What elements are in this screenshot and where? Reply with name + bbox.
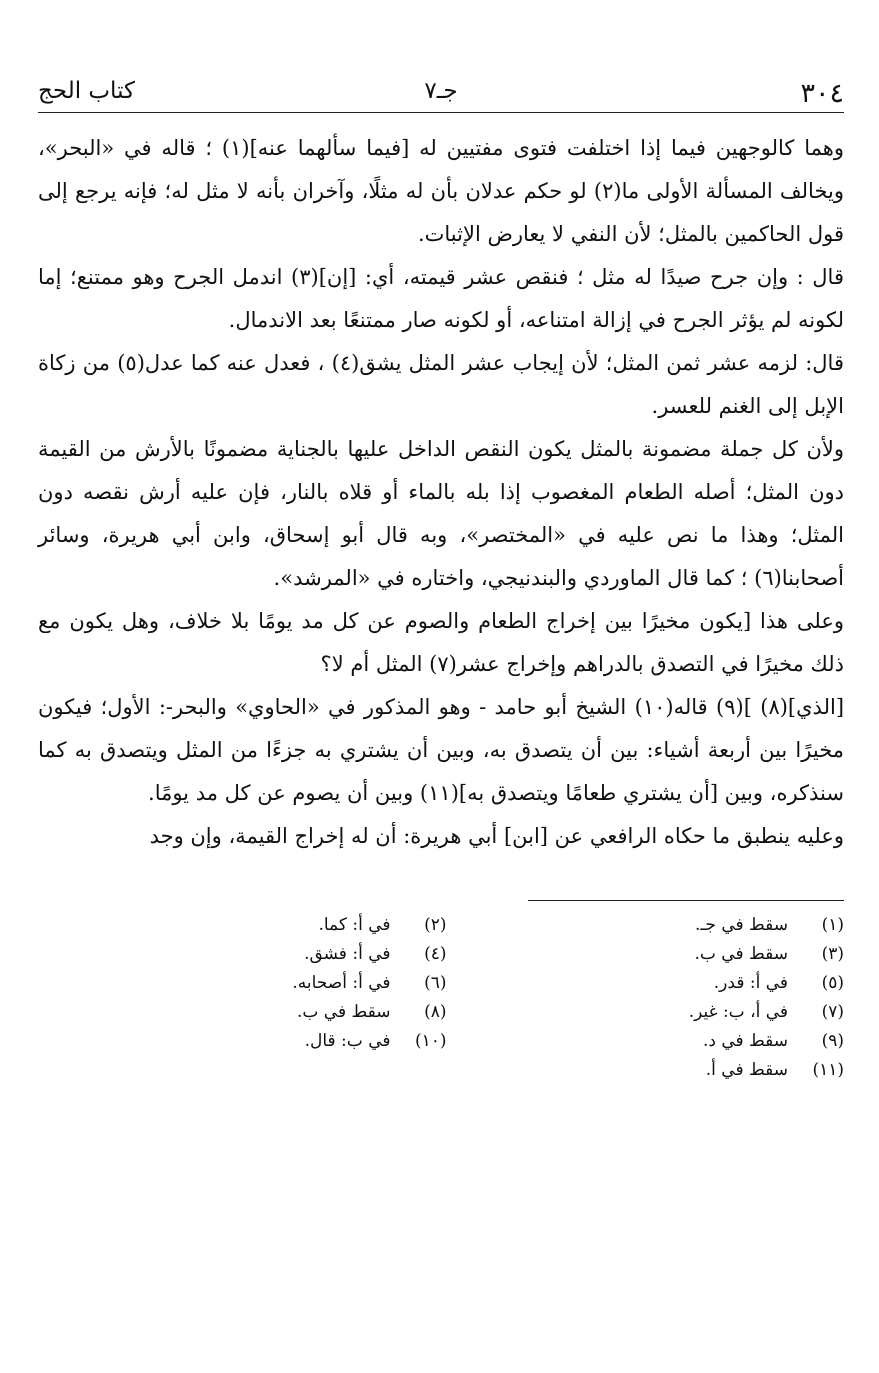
footnote-number: (٧)	[821, 1002, 844, 1022]
paragraph: قال: لزمه عشر ثمن المثل؛ لأن إيجاب عشر المثل يشق(٤) ، فعدل عنه كما عدل(٥) من زكاة الإبل إلى الغنم للعسر.	[38, 351, 844, 418]
paragraph: وهما كالوجهين فيما إذا اختلفت فتوى مفتيين له [فيما سألهما عنه](١) ؛ قاله في «البحر»، ويخالف المسألة الأولى ما(٢) لو حكم عدلان بأن له مثلًا، وآخران بأنه لا مثل له؛ فإنه يرجع إلى قول الحاكمين بالمثل؛ لأن النفي لا يعارض الإثبات.	[38, 136, 844, 246]
footnote	[487, 969, 845, 998]
page-number: ٣٠٤	[800, 78, 844, 109]
footnote	[89, 998, 447, 1027]
footnote-text: في أ: فشق.	[304, 944, 391, 964]
book-page	[38, 70, 844, 1350]
footnote	[89, 1027, 447, 1056]
footnote-number: (١٠)	[414, 1031, 447, 1051]
footnote	[487, 1056, 845, 1085]
footnote-text: في أ: قدر.	[713, 973, 788, 993]
footnote	[487, 940, 845, 969]
footnote	[89, 911, 447, 940]
footnote-number: (١)	[821, 915, 844, 935]
footnote	[487, 998, 845, 1027]
running-header	[38, 70, 844, 112]
header-rule	[38, 112, 844, 113]
footnote-number: (٩)	[821, 1031, 844, 1051]
footnote-text: سقط في ب.	[694, 944, 788, 964]
footnote-text: سقط في جـ.	[695, 915, 788, 935]
paragraph: قال : وإن جرح صيدًا له مثل ؛ فنقص عشر قيمته، أي: [إن](٣) اندمل الجرح وهو ممتنع؛ إما لكونه لم يؤثر الجرح في إزالة امتناعه، أو لكونه صار ممتنعًا بعد الاندمال.	[38, 265, 844, 332]
footnote	[487, 1027, 845, 1056]
footnote-text: سقط في ب.	[297, 1002, 391, 1022]
paragraph: وعلى هذا [يكون مخيرًا بين إخراج الطعام والصوم عن كل مد يومًا بلا خلاف، وهل يكون مع ذلك مخيرًا في التصدق بالدراهم وإخراج عشر(٧) المثل أم لا؟	[38, 609, 844, 676]
footnote-separator	[528, 900, 844, 901]
footnote-number: (٨)	[424, 1002, 447, 1022]
footnote-number: (١١)	[812, 1060, 844, 1080]
footnotes-left-column	[89, 911, 447, 1085]
footnote-number: (٦)	[424, 973, 447, 993]
footnote-text: في أ، ب: غير.	[688, 1002, 788, 1022]
footnote-text: سقط في أ.	[705, 1060, 788, 1080]
body-text	[38, 127, 844, 858]
footnote	[89, 969, 447, 998]
footnote-number: (٢)	[424, 915, 447, 935]
book-title: كتاب الحج	[38, 78, 135, 104]
footnotes-right-column	[487, 911, 845, 1085]
footnotes	[89, 911, 844, 1085]
paragraph: [الذي](٨) ](٩) قاله(١٠) الشيخ أبو حامد - وهو المذكور في «الحاوي» والبحر-: الأول؛ فيكون مخيرًا بين أربعة أشياء: بين أن يتصدق به، وبين أن يشتري به جزءًا من المثل ويتصدق به كما سنذكره، وبين [أن يشتري طعامًا ويتصدق به](١١) وبين أن يصوم عن كل مد يومًا.	[38, 695, 845, 805]
volume-label: جـ٧	[424, 78, 458, 104]
footnote-text: في أ: أصحابه.	[292, 973, 391, 993]
footnote	[487, 911, 845, 940]
footnote-number: (٣)	[821, 944, 844, 964]
paragraph: وعليه ينطبق ما حكاه الرافعي عن [ابن] أبي هريرة: أن له إخراج القيمة، وإن وجد	[149, 824, 844, 848]
footnote-text: في ب: قال.	[304, 1031, 391, 1051]
footnote	[89, 940, 447, 969]
footnote-number: (٤)	[424, 944, 447, 964]
footnote-text: سقط في د.	[702, 1031, 788, 1051]
paragraph: ولأن كل جملة مضمونة بالمثل يكون النقص الداخل عليها بالجناية مضمونًا بالأرش من القيمة دون المثل؛ أصله الطعام المغصوب إذا بله بالماء أو قلاه بالنار، فإن عليه أرش نقصه دون المثل؛ وهذا ما نص عليه في «المختصر»، وبه قال أبو إسحاق، وابن أبي هريرة، وسائر أصحابنا(٦) ؛ كما قال الماوردي والبندنيجي، واختاره في «المرشد».	[38, 437, 844, 590]
footnote-text: في أ: كما.	[318, 915, 391, 935]
footnote-number: (٥)	[821, 973, 844, 993]
